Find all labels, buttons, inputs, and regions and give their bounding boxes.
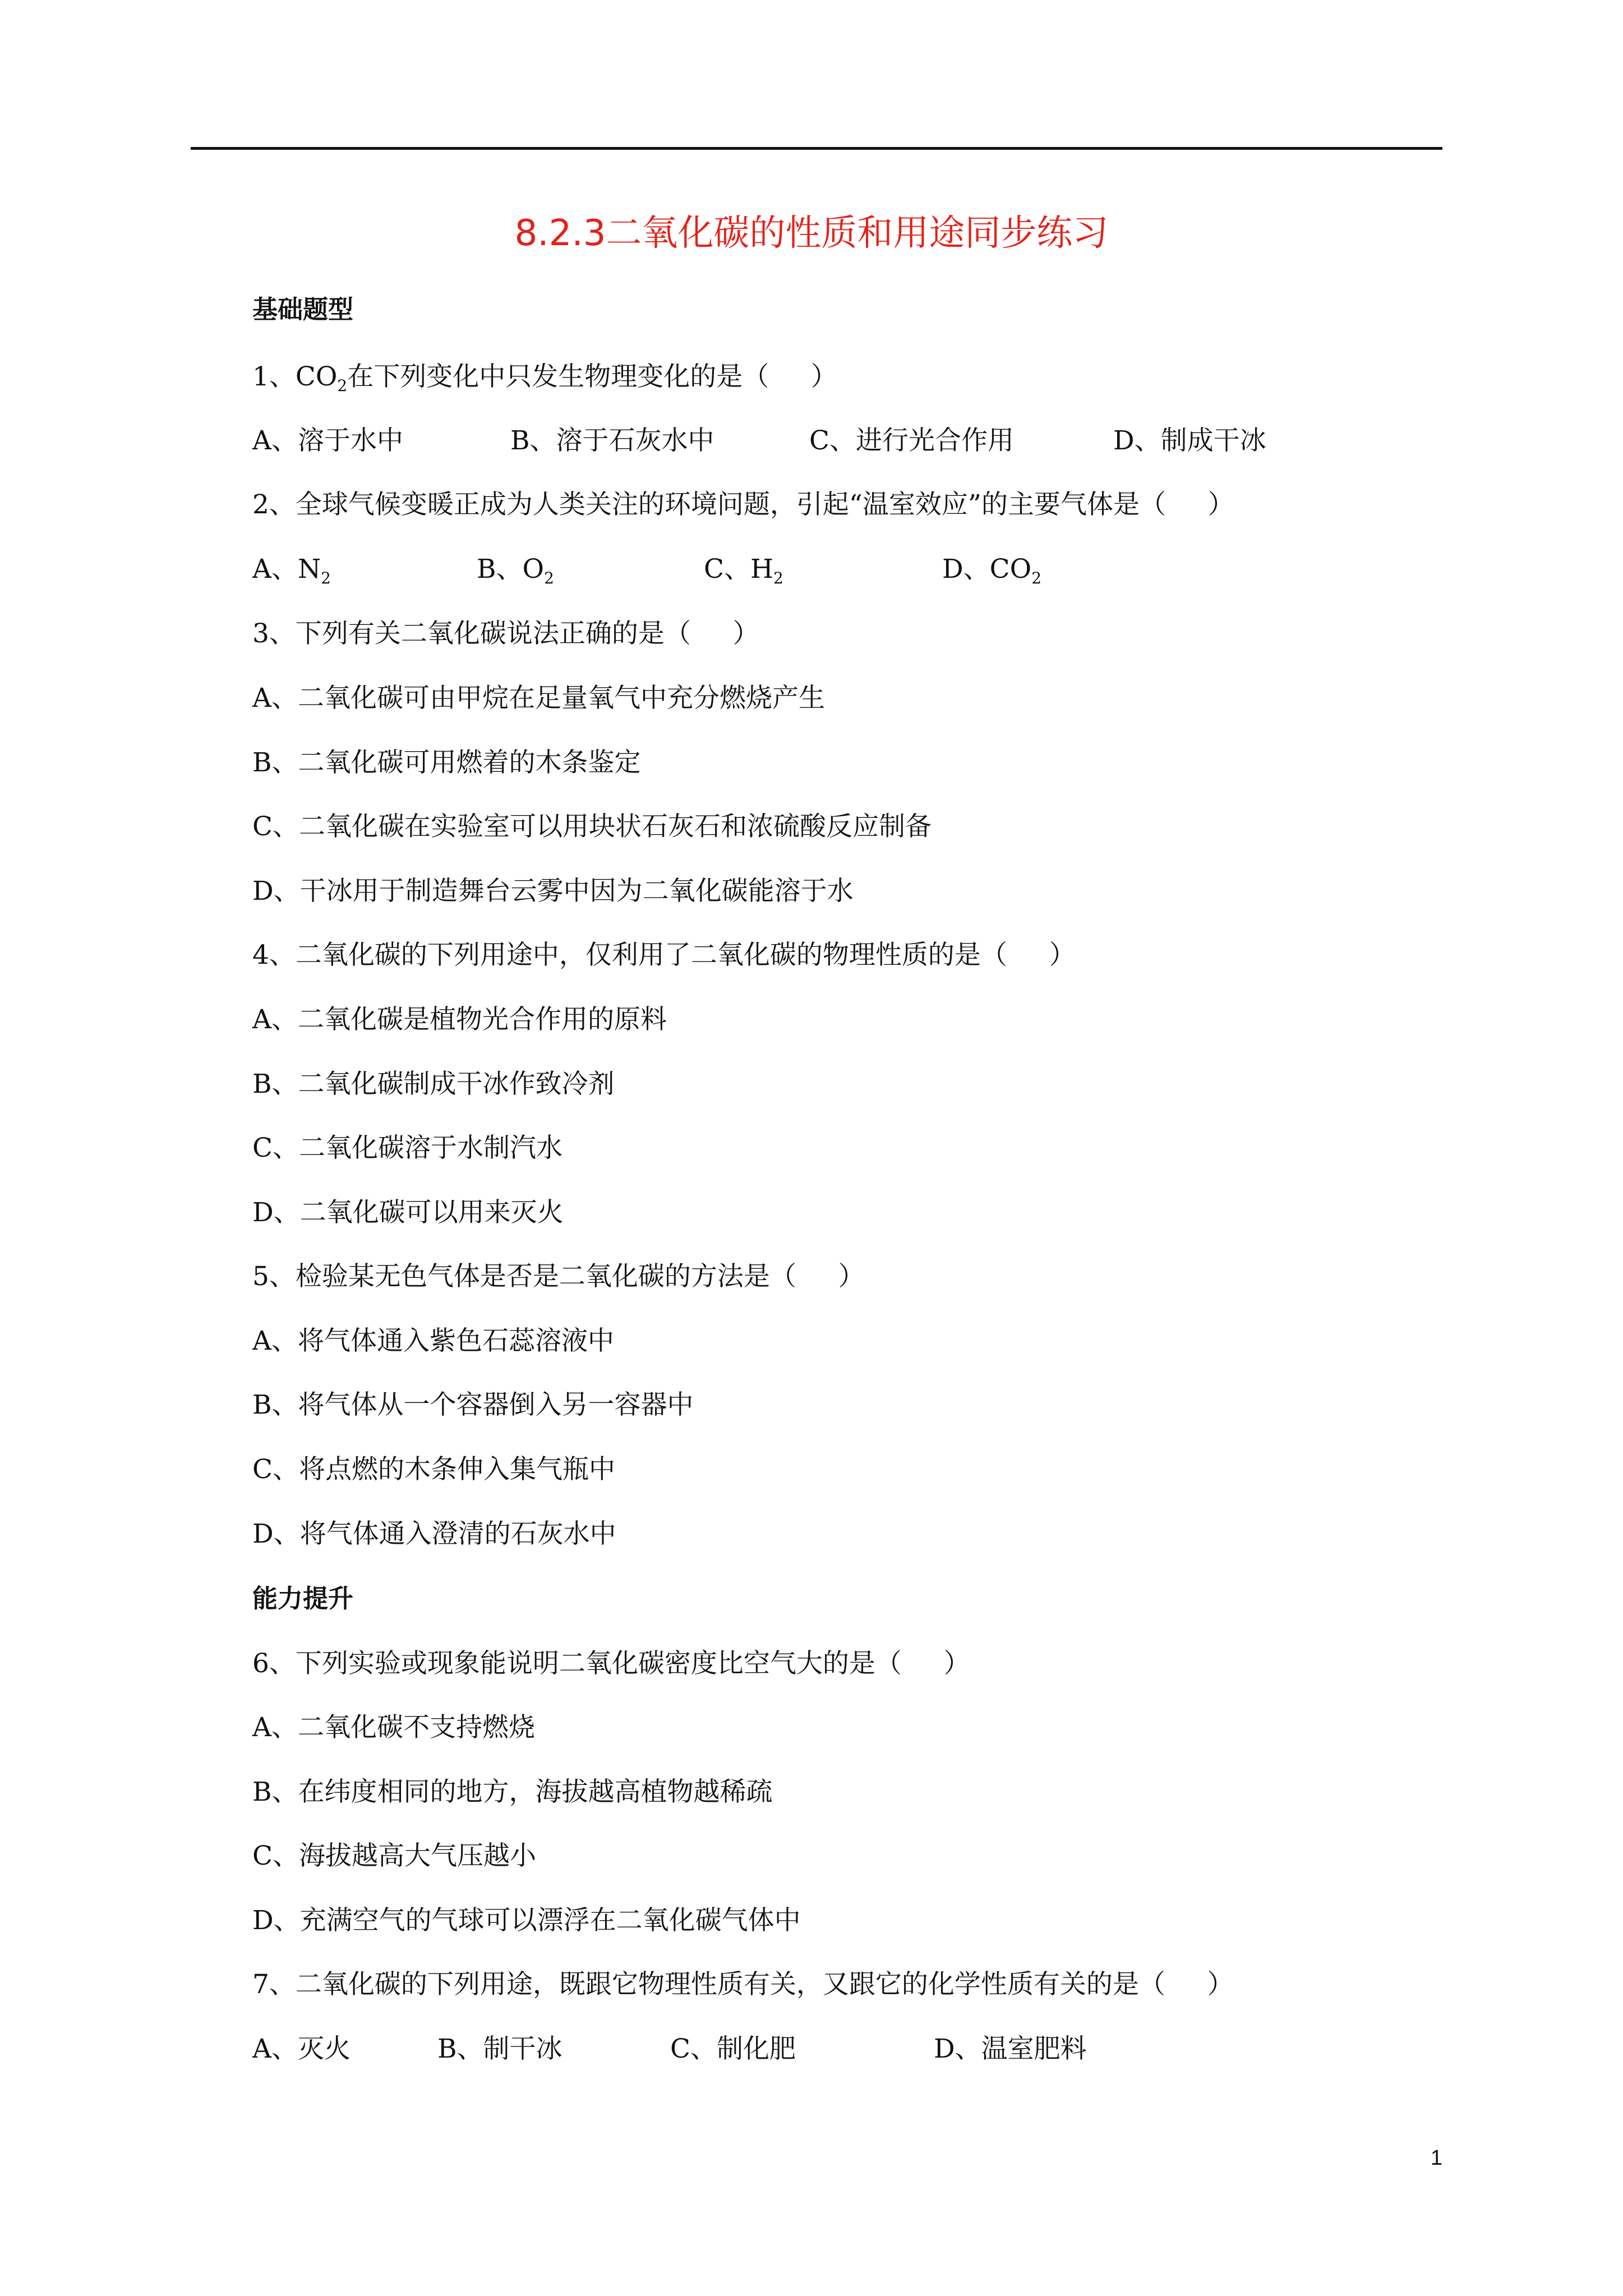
question-4-option-d: D、二氧化碳可以用来灭火: [252, 1197, 564, 1228]
question-5-stem: 5、检验某无色气体是否是二氧化碳的方法是（ ）: [252, 1261, 865, 1292]
question-2-option-a: A、$N_2$: [252, 554, 331, 587]
section-heading-basic: 基础题型: [252, 295, 354, 324]
question-1-option-d: D、制成干冰: [1113, 425, 1266, 456]
question-7-option-c: C、制化肥: [670, 2033, 796, 2064]
question-5-option-d: D、将气体通入澄清的石灰水中: [252, 1519, 616, 1549]
question-7-options: [252, 2032, 1087, 2201]
question-3-stem: 3、下列有关二氧化碳说法正确的是（ ）: [252, 618, 759, 649]
question-5-option-a: A、将气体通入紫色石蕊溶液中: [252, 1326, 614, 1356]
question-6-stem: 6、下列实验或现象能说明二氧化碳密度比空气大的是（ ）: [252, 1648, 970, 1679]
question-1-stem: 1、$CO_2$在下列变化中只发生物理变化的是（ ）: [252, 361, 837, 395]
question-3-option-a: A、二氧化碳可由甲烷在足量氧气中充分燃烧产生: [252, 683, 825, 714]
page-title: 8.2.3二氧化碳的性质和用途同步练习: [514, 213, 1109, 254]
question-4-option-b: B、二氧化碳制成干冰作致冷剂: [252, 1069, 615, 1099]
question-5-option-c: C、将点燃的木条伸入集气瓶中: [252, 1454, 615, 1485]
question-2-option-c: C、$H_2$: [704, 554, 783, 587]
question-4-stem: 4、二氧化碳的下列用途中，仅利用了二氧化碳的物理性质的是（ ）: [252, 940, 1076, 970]
question-5-option-b: B、将气体从一个容器倒入另一容器中: [252, 1389, 694, 1420]
section-heading-advanced: 能力提升: [252, 1584, 354, 1613]
question-2-option-d: D、$CO_2$: [942, 554, 1042, 587]
question-6-option-d: D、充满空气的气球可以漂浮在二氧化碳气体中: [252, 1905, 801, 1936]
question-3-option-d: D、干冰用于制造舞台云雾中因为二氧化碳能溶于水: [252, 876, 854, 907]
question-6-option-c: C、海拔越高大气压越小: [252, 1841, 536, 1871]
question-7-stem: 7、二氧化碳的下列用途，既跟它物理性质有关，又跟它的化学性质有关的是（ ）: [252, 1969, 1234, 2000]
question-1-option-a: A、溶于水中: [252, 425, 403, 456]
header-rule: [191, 147, 1442, 150]
question-6-option-a: A、二氧化碳不支持燃烧: [252, 1712, 535, 1743]
question-2-option-b: B、$O_2$: [477, 554, 554, 587]
page-number: 1: [1430, 2146, 1442, 2170]
question-4-option-a: A、二氧化碳是植物光合作用的原料: [252, 1004, 667, 1035]
question-6-option-b: B、在纬度相同的地方，海拔越高植物越稀疏: [252, 1777, 773, 1807]
question-3-option-c: C、二氧化碳在实验室可以用块状石灰石和浓硫酸反应制备: [252, 811, 932, 842]
question-7-option-b: B、制干冰: [437, 2033, 562, 2064]
question-7-option-a: A、灭火: [252, 2033, 351, 2064]
question-1-option-b: B、溶于石灰水中: [510, 425, 714, 456]
question-7-option-d: D、温室肥料: [934, 2033, 1087, 2064]
question-4-option-c: C、二氧化碳溶于水制汽水: [252, 1133, 562, 1163]
question-2-stem: 2、全球气候变暖正成为人类关注的环境问题，引起“温室效应”的主要气体是（ ）: [252, 489, 1234, 520]
question-3-option-b: B、二氧化碳可用燃着的木条鉴定: [252, 747, 641, 778]
question-1-option-c: C、进行光合作用: [809, 425, 1014, 456]
